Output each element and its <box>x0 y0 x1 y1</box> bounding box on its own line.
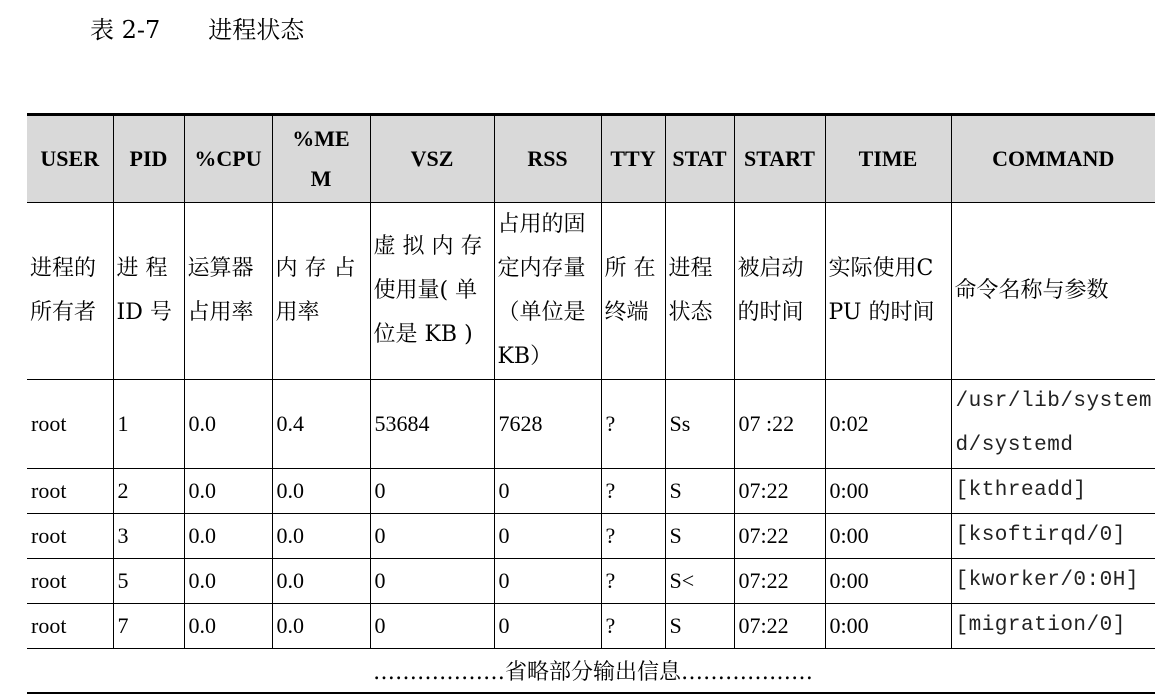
cell-mem: 0.0 <box>272 604 370 649</box>
omitted-output-note: ………………省略部分输出信息……………… <box>27 649 1155 694</box>
header-row <box>27 115 1155 203</box>
col-header-command: COMMAND <box>951 115 1155 203</box>
cell-cpu: 0.0 <box>184 604 272 649</box>
col-header-cpu: %CPU <box>184 115 272 203</box>
cell-pid: 3 <box>113 514 184 559</box>
cell-stat: Ss <box>665 380 734 469</box>
col-desc-rss: 占用的固定内存量（单位是KB） <box>494 203 601 380</box>
table-row <box>27 469 1155 514</box>
col-desc-cpu: 运算器占用率 <box>184 203 272 380</box>
col-header-pid: PID <box>113 115 184 203</box>
cell-time: 0:00 <box>825 514 951 559</box>
cell-start: 07:22 <box>734 469 825 514</box>
process-status-table <box>27 113 1155 694</box>
cell-vsz: 0 <box>370 469 494 514</box>
cell-pid: 7 <box>113 604 184 649</box>
cell-stat: S< <box>665 559 734 604</box>
omitted-output-row <box>27 649 1155 694</box>
col-header-stat: STAT <box>665 115 734 203</box>
cell-user: root <box>27 380 113 469</box>
cell-time: 0:00 <box>825 604 951 649</box>
cell-command: [migration/0] <box>951 604 1155 649</box>
col-header-start: START <box>734 115 825 203</box>
cell-mem: 0.4 <box>272 380 370 469</box>
table-row <box>27 514 1155 559</box>
table-caption <box>90 10 304 45</box>
cell-mem: 0.0 <box>272 469 370 514</box>
cell-mem: 0.0 <box>272 514 370 559</box>
description-row <box>27 203 1155 380</box>
cell-tty: ? <box>601 469 665 514</box>
cell-rss: 0 <box>494 469 601 514</box>
cell-time: 0:00 <box>825 559 951 604</box>
cell-vsz: 0 <box>370 604 494 649</box>
cell-start: 07:22 <box>734 514 825 559</box>
cell-pid: 1 <box>113 380 184 469</box>
caption-title: 进程状态 <box>208 16 305 44</box>
cell-tty: ? <box>601 514 665 559</box>
col-header-tty: TTY <box>601 115 665 203</box>
col-desc-start: 被启动的时间 <box>734 203 825 380</box>
cell-tty: ? <box>601 380 665 469</box>
col-header-time: TIME <box>825 115 951 203</box>
cell-cpu: 0.0 <box>184 469 272 514</box>
cell-tty: ? <box>601 559 665 604</box>
table-row <box>27 380 1155 469</box>
cell-stat: S <box>665 469 734 514</box>
cell-vsz: 0 <box>370 514 494 559</box>
cell-cpu: 0.0 <box>184 380 272 469</box>
cell-rss: 0 <box>494 514 601 559</box>
cell-mem: 0.0 <box>272 559 370 604</box>
cell-user: root <box>27 604 113 649</box>
cell-stat: S <box>665 514 734 559</box>
cell-vsz: 0 <box>370 559 494 604</box>
cell-rss: 0 <box>494 559 601 604</box>
cell-tty: ? <box>601 604 665 649</box>
cell-start: 07:22 <box>734 604 825 649</box>
col-desc-mem: 内 存 占用率 <box>272 203 370 380</box>
cell-start: 07:22 <box>734 559 825 604</box>
cell-pid: 5 <box>113 559 184 604</box>
col-header-user: USER <box>27 115 113 203</box>
col-header-vsz: VSZ <box>370 115 494 203</box>
cell-user: root <box>27 469 113 514</box>
col-header-mem: %MEM <box>272 115 370 203</box>
cell-command: /usr/lib/systemd/systemd <box>951 380 1155 469</box>
cell-user: root <box>27 559 113 604</box>
col-desc-stat: 进程状态 <box>665 203 734 380</box>
col-desc-vsz: 虚 拟 内 存使用量( 单位是 KB ) <box>370 203 494 380</box>
col-desc-pid: 进 程 ID 号 <box>113 203 184 380</box>
col-desc-time: 实际使用CPU 的时间 <box>825 203 951 380</box>
cell-time: 0:02 <box>825 380 951 469</box>
caption-number: 表 2-7 <box>90 16 161 44</box>
cell-command: [kworker/0:0H] <box>951 559 1155 604</box>
table-row <box>27 559 1155 604</box>
col-desc-user: 进程的所有者 <box>27 203 113 380</box>
cell-cpu: 0.0 <box>184 559 272 604</box>
cell-user: root <box>27 514 113 559</box>
cell-time: 0:00 <box>825 469 951 514</box>
cell-command: [ksoftirqd/0] <box>951 514 1155 559</box>
cell-cpu: 0.0 <box>184 514 272 559</box>
cell-rss: 0 <box>494 604 601 649</box>
cell-start: 07 :22 <box>734 380 825 469</box>
col-desc-tty: 所 在终端 <box>601 203 665 380</box>
cell-vsz: 53684 <box>370 380 494 469</box>
cell-command: [kthreadd] <box>951 469 1155 514</box>
col-desc-command: 命令名称与参数 <box>951 203 1155 380</box>
col-header-rss: RSS <box>494 115 601 203</box>
cell-pid: 2 <box>113 469 184 514</box>
table-row <box>27 604 1155 649</box>
cell-stat: S <box>665 604 734 649</box>
cell-rss: 7628 <box>494 380 601 469</box>
